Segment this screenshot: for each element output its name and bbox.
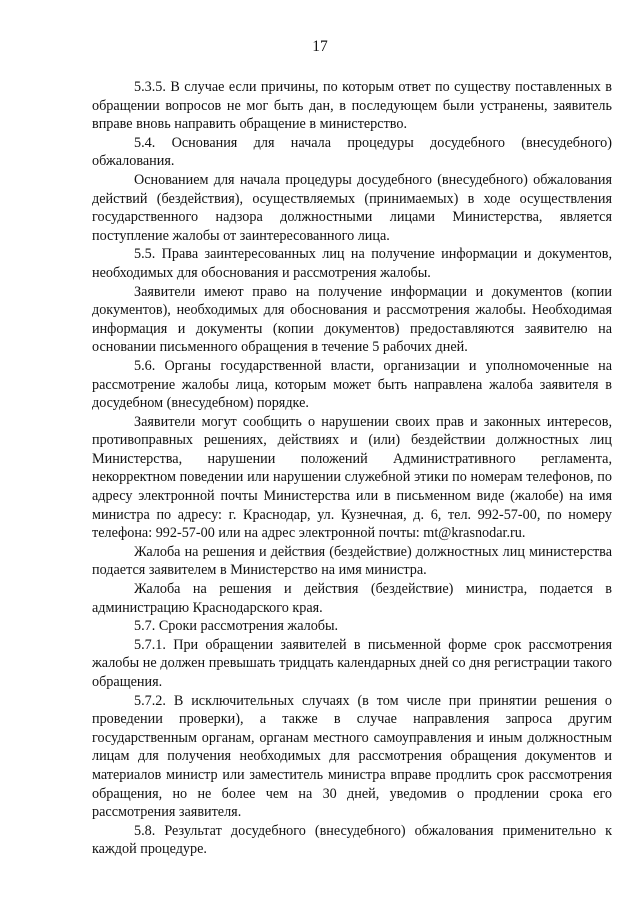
paragraph-appeal-grounds: Основанием для начала процедуры досудебного (внесудебного) обжалования действий (бездействия), осуществляемых (принимаемых) в ходе осуществления государственного надзора должностными лицами Министерства, является поступление жалобы от заинтересованного лица.: [92, 171, 612, 244]
paragraph-5-3-5: 5.3.5. В случае если причины, по которым ответ по существу поставленных в обращении вопросов не мог быть дан, в последующем были устранены, заявитель вправе вновь направить обращение в министерство.: [92, 79, 612, 133]
paragraph-5-7-2: 5.7.2. В исключительных случаях (в том числе при принятии решения о проведении проверки), а также в случае направления запроса другим государственным органам, органам местного самоуправления и иным должностным лицам для получения необходимых для рассмотрения обращения документов и материалов министр или заместитель министра вправе продлить срок рассмотрения обращения, но не более чем на 30 дней, уведомив о продлении срока его рассмотрения заявителя.: [92, 692, 612, 821]
paragraph-5-6-heading: 5.6. Органы государственной власти, организации и уполномоченные на рассмотрение жалобы лица, которым может быть направлена жалоба заявителя в досудебном (внесудебном) порядке.: [92, 357, 612, 412]
paragraph-5-5-heading: 5.5. Права заинтересованных лиц на получение информации и документов, необходимых для обоснования и рассмотрения жалобы.: [92, 246, 612, 281]
paragraph-5-7-1: 5.7.1. При обращении заявителей в письменной форме срок рассмотрения жалобы не должен превышать тридцать календарных дней со дня регистрации такого обращения.: [92, 636, 612, 690]
paragraph-5-4-heading: 5.4. Основания для начала процедуры досудебного (внесудебного) обжалования.: [92, 134, 612, 170]
paragraph-5-7-heading: 5.7. Сроки рассмотрения жалобы.: [134, 618, 339, 635]
paragraph-information-rights: Заявители имеют право на получение информации и документов (копии документов), необходимых для обоснования и рассмотрения жалобы. Необходимая информация и документы (копии документов) предоставляются заявителю на основании письменного обращения в течение 5 рабочих дней.: [92, 283, 612, 356]
page-number: 17: [312, 38, 328, 55]
paragraph-complaint-channels: Заявители могут сообщить о нарушении своих прав и законных интересов, противоправных решениях, действиях и (или) бездействии должностных лиц Министерства, нарушении положений Административного регламента, некорректном поведении или нарушении служебной этики по номерам телефонов, по адресу электронной почты Министерства или в письменном виде (жалобе) на имя министра по адресу: г. Краснодар, ул. Кузнечная, д. 6, тел. 992-57-00, по номеру телефона: 992-57-00 или на адрес электронной почты: mt@krasnodar.ru.: [92, 413, 612, 542]
paragraph-5-8-heading: 5.8. Результат досудебного (внесудебного) обжалования применительно к каждой процедуре.: [92, 822, 612, 858]
paragraph-complaint-to-administration: Жалоба на решения и действия (бездействие) министра, подается в администрацию Краснодарского края.: [92, 581, 612, 616]
document-body: [92, 78, 612, 859]
paragraph-complaint-to-minister: Жалоба на решения и действия (бездействие) должностных лиц министерства подается заявителем в Министерство на имя министра.: [92, 543, 612, 579]
